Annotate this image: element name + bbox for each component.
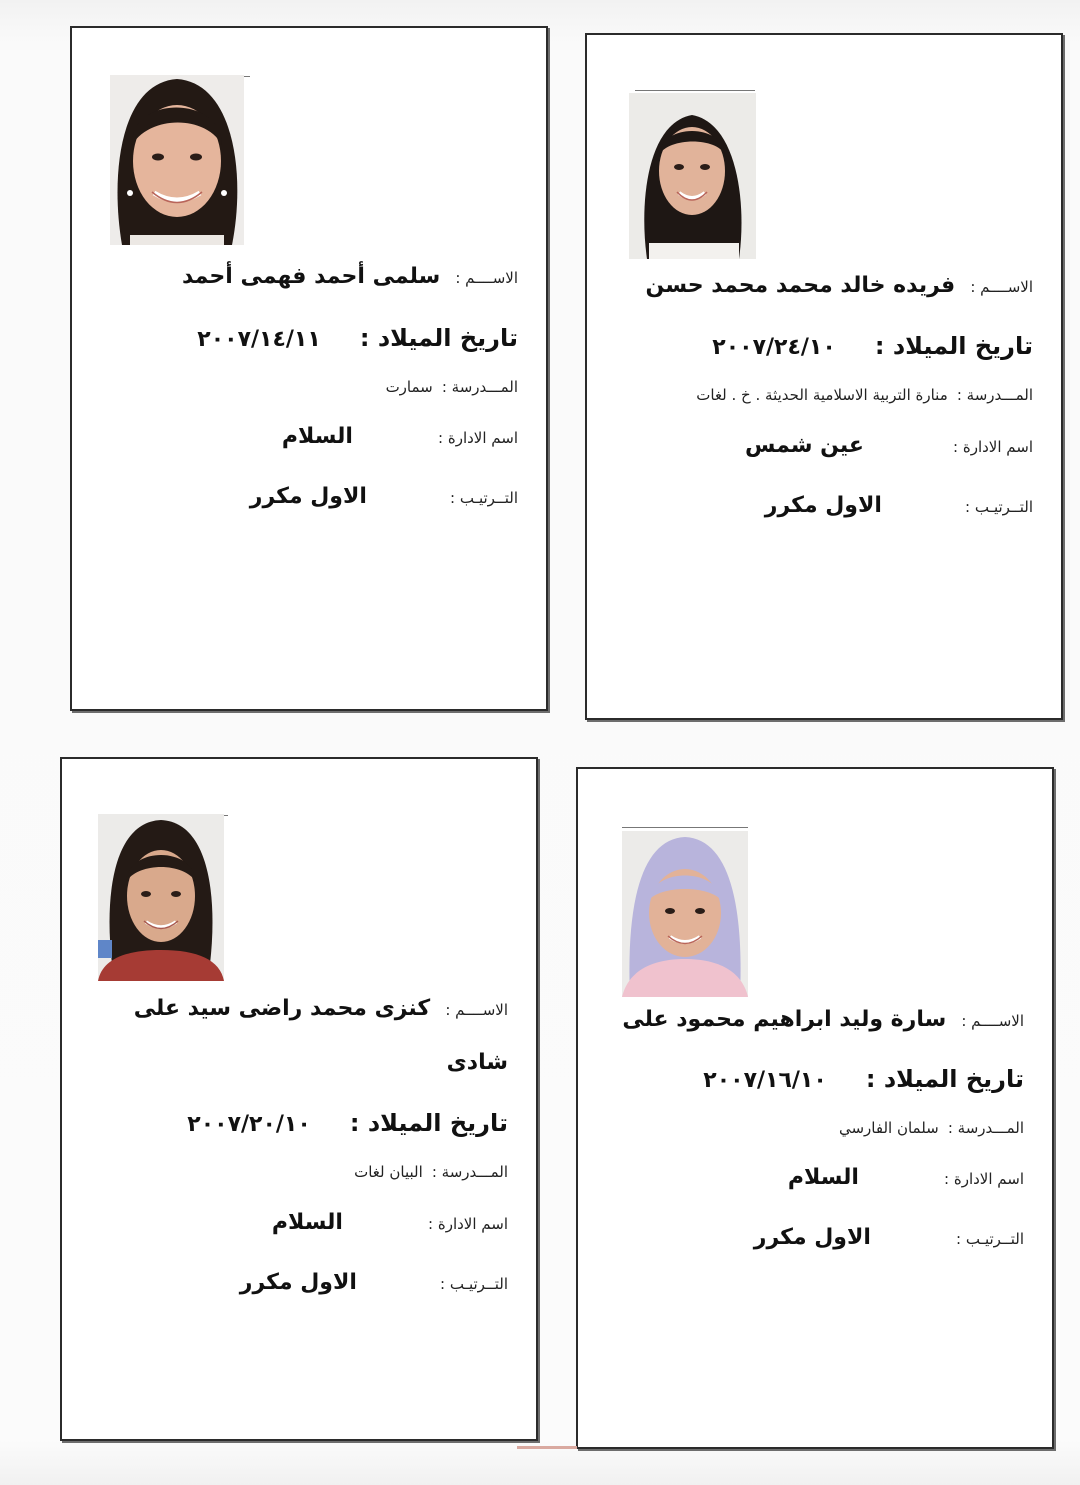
name-label: الاســــم : [961, 1012, 1024, 1030]
dob-value: ٢٠٠٧/١٦/١٠ [703, 1068, 827, 1093]
admin-value: السلام [787, 1165, 859, 1190]
dob-value: ٢٠٠٧/٢٤/١٠ [712, 335, 836, 360]
student-photo-icon [622, 831, 748, 997]
admin-label: اسم الادارة : [428, 1215, 508, 1233]
student-name-line2: شادى [446, 1050, 508, 1075]
admin-value: السلام [281, 424, 353, 449]
student-name: كنزى محمد راضى سيد على [133, 996, 431, 1021]
admin-value: السلام [271, 1210, 343, 1235]
rank-value: الاول مكرر [764, 493, 882, 518]
name-label: الاســــم : [445, 1001, 508, 1019]
dob-value: ٢٠٠٧/٢٠/١٠ [187, 1112, 311, 1137]
rank-row [250, 484, 518, 509]
school-value: سلمان الفارسي [838, 1119, 939, 1137]
school-label: المـــدرسة : [947, 1119, 1024, 1137]
dob-value: ٢٠٠٧/١٤/١١ [197, 327, 321, 352]
dob-label: تاريخ الميلاد : [349, 1109, 508, 1137]
dob-label: تاريخ الميلاد : [874, 332, 1033, 360]
admin-label: اسم الادارة : [438, 429, 518, 447]
name-row [646, 273, 1033, 298]
rank-row [754, 1225, 1024, 1250]
student-name: سلمى أحمد فهمى أحمد [181, 264, 441, 289]
school-row [839, 1118, 1024, 1137]
rank-row [765, 493, 1033, 518]
admin-label: اسم الادارة : [944, 1170, 1024, 1188]
school-value: البيان لغات [354, 1163, 423, 1181]
name-row [134, 996, 508, 1021]
school-value: منارة التربية الاسلامية الحديثة . خ . لغات [696, 386, 948, 404]
student-photo-icon [98, 814, 224, 981]
student-name: فريده خالد محمد محمد حسن [645, 273, 956, 298]
photo-top-line [635, 90, 755, 91]
school-label: المـــدرسة : [441, 378, 518, 396]
dob-label: تاريخ الميلاد : [359, 324, 518, 352]
rank-value: الاول مكرر [753, 1225, 871, 1250]
admin-value: عين شمس [744, 433, 864, 458]
name-row [622, 1007, 1024, 1032]
name-row [182, 264, 518, 289]
school-row [354, 1162, 508, 1181]
dob-row [197, 324, 518, 352]
student-card [585, 33, 1063, 720]
school-label: المـــدرسة : [956, 386, 1033, 404]
student-photo-icon [110, 75, 244, 245]
admin-row [272, 1210, 508, 1235]
rank-label: التــرتيـب : [965, 498, 1033, 516]
rank-value: الاول مكرر [249, 484, 367, 509]
student-name: سارة وليد ابراهيم محمود على [622, 1007, 947, 1032]
school-row [696, 385, 1033, 404]
student-card [70, 26, 548, 711]
dob-label: تاريخ الميلاد : [865, 1065, 1024, 1093]
admin-row [788, 1165, 1024, 1190]
admin-row [745, 433, 1033, 458]
student-card [576, 767, 1054, 1449]
student-card [60, 757, 538, 1441]
tape-mark [517, 1446, 577, 1449]
admin-row [282, 424, 518, 449]
school-value: سمارت [385, 378, 433, 396]
name-label: الاســــم : [455, 269, 518, 287]
rank-value: الاول مكرر [239, 1270, 357, 1295]
photo-top-line [622, 827, 748, 828]
dob-row [712, 332, 1033, 360]
name-continuation [447, 1050, 508, 1075]
rank-row [240, 1270, 508, 1295]
student-photo-icon [629, 93, 756, 259]
dob-row [703, 1065, 1024, 1093]
school-label: المـــدرسة : [431, 1163, 508, 1181]
rank-label: التــرتيـب : [956, 1230, 1024, 1248]
rank-label: التــرتيـب : [450, 489, 518, 507]
name-label: الاســــم : [970, 278, 1033, 296]
dob-row [187, 1109, 508, 1137]
admin-label: اسم الادارة : [953, 438, 1033, 456]
school-row [386, 377, 518, 396]
rank-label: التــرتيـب : [440, 1275, 508, 1293]
